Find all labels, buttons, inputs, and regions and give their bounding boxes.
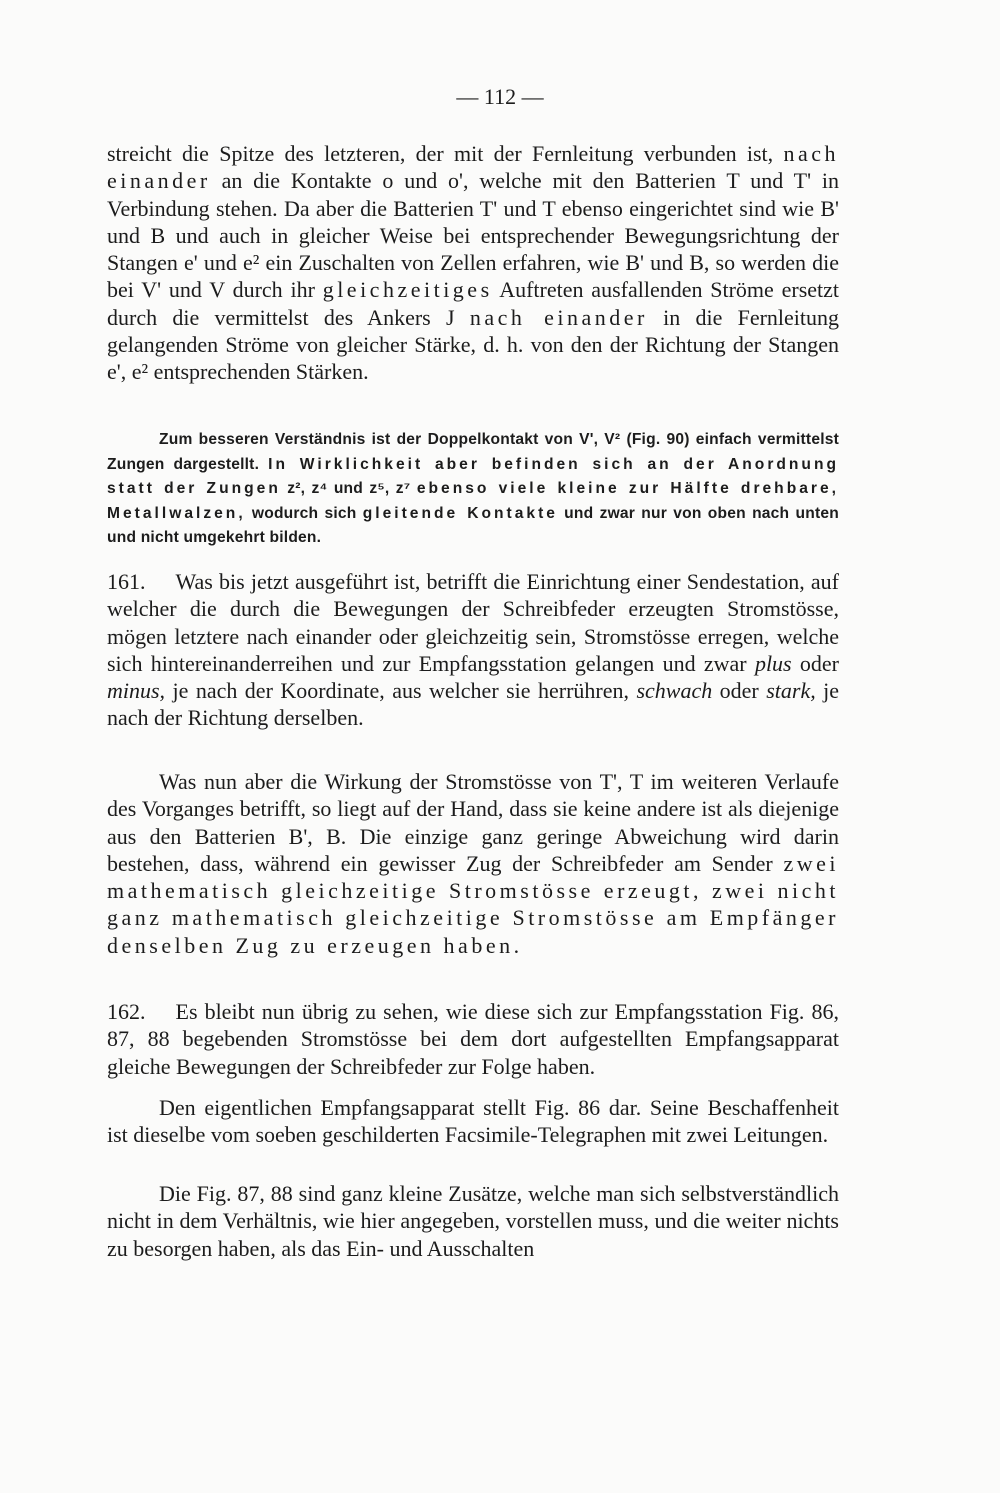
paragraph-text: Den eigentlichen Empfangsapparat stellt Fig. 86 dar. Seine Beschaffenheit ist dieselbe vom soeben geschilderten Facsimile-Telegraphen mit zwei Leitungen. (107, 1095, 839, 1148)
paragraph-zusaetze (107, 1180, 839, 1262)
section-number: 161. (107, 569, 146, 594)
text-run: wodurch sich (251, 504, 357, 522)
text-run: streicht die Spitze des letzteren, der mit der Fernleitung verbunden ist, (107, 141, 774, 166)
text-run: oder (799, 650, 840, 676)
paragraph-stromstoesse (107, 768, 839, 959)
text-run: in die Fernleitung gelangenden Ströme von gleicher Stärke, d. h. von den der Richtung der Stangen e', e² entsprechenden Stärken. (107, 304, 840, 385)
italic-text: minus, (107, 678, 166, 704)
footnote-text (107, 428, 839, 551)
text-run: Auftreten ausfallenden Ströme ersetzt durch die vermittelst des Ankers J (107, 277, 840, 330)
section-161 (107, 568, 839, 732)
paragraph-text (107, 768, 839, 959)
text-run: je nach der Koordinate, aus welcher sie herrühren, (172, 678, 629, 704)
paragraph-empfangsapparat (107, 1094, 839, 1149)
paragraph-continued (107, 140, 839, 386)
spaced-text: zwei mathematisch gleichzeitige Stromstösse erzeugt, zwei nicht ganz mathematisch gleichzeitige Stromstösse am Empfänger denselben Zug zu erzeugen haben. (107, 850, 839, 958)
text-run: z², z⁴ und z⁵, z⁷ (287, 480, 411, 498)
page-number: — 112 — (456, 84, 544, 109)
paragraph-text (107, 568, 839, 732)
text-run: oder (719, 678, 759, 704)
section-number: 162. (107, 999, 146, 1024)
section-162 (107, 998, 839, 1080)
spaced-text: gleitende Kontakte (362, 504, 558, 522)
paragraph-text (107, 140, 839, 386)
italic-text: plus (754, 650, 792, 676)
spaced-text: nach einander (469, 304, 648, 330)
spaced-text: gleichzeitiges (322, 277, 493, 303)
text-run: Zum besseren Verständnis ist der Doppelkontakt von V', V² (Fig. 90) einfach vermittelst Zungen dargestellt. (107, 431, 839, 473)
italic-text: stark, (766, 678, 816, 704)
footnote-block (107, 428, 839, 551)
text-run: Es bleibt nun übrig zu sehen, wie diese sich zur Empfangsstation Fig. 86, 87, 88 begebenden Stromstösse bei dem dort aufgestellten Empfangsapparat gleiche Bewegungen der Schreibfeder zur Folge haben. (107, 999, 839, 1079)
text-run: an die Kontakte o und o', welche mit den Batterien T und T' in Verbindung stehen. Da aber die Batterien T' und T ebenso eingerichtet sind wie B' und B und auch in gleicher Weise bei entsprechender Bewegungsrichtung der Stangen e' und e² ein Zuschalten von Zellen erfahren, wie B' und B, so werden die bei V' und V durch ihr (107, 168, 839, 303)
paragraph-text (107, 998, 839, 1080)
text-run: Was bis jetzt ausgeführt ist, betrifft die Einrichtung einer Sendestation, auf welcher die durch die Bewegungen der Schreibfeder erzeugten Stromstösse, mögen letztere nach einander oder gleichzeitig sein, Stromstösse erregen, welche sich hintereinanderreihen und zur Empfangsstation gelangen und zwar (107, 569, 839, 676)
italic-text: schwach (636, 678, 713, 704)
spaced-text: In Wirklichkeit aber befinden sich an der Anordnung statt der Zungen (107, 455, 840, 498)
spaced-text: ebenso viele kleine zur Hälfte drehbare, Metallwalzen, (107, 480, 839, 522)
text-run: und zwar nur von oben nach unten und nicht umgekehrt bilden. (107, 504, 839, 547)
paragraph-text: Die Fig. 87, 88 sind ganz kleine Zusätze, welche man sich selbstverständlich nicht in dem Verhältnis, wie hier angegeben, vorstellen muss, und die weiter nichts zu besorgen haben, als das Ein- und Ausschalten (107, 1181, 839, 1261)
text-run: Was nun aber die Wirkung der Stromstösse von T', T im weiteren Verlaufe des Vorganges betrifft, so liegt auf der Hand, dass sie keine andere ist als diejenige aus den Batterien B', B. Die einzige ganz geringe Abweichung wird darin bestehen, dass, während ein gewisser Zug der Schreibfeder am Sender (107, 769, 839, 876)
spaced-text: nach einander (107, 141, 839, 194)
text-run: je nach der Richtung derselben. (107, 678, 840, 731)
